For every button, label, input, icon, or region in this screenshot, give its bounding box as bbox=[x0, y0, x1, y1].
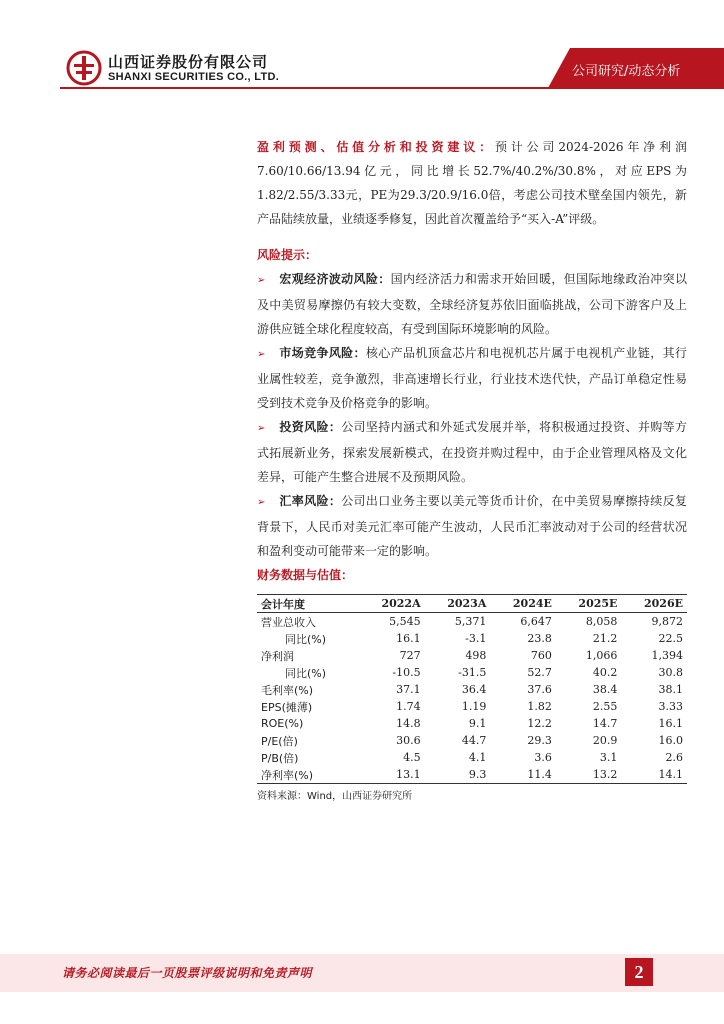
table-cell: 3.6 bbox=[534, 751, 552, 764]
table-cell: 12.2 bbox=[527, 717, 552, 730]
table-cell: 37.1 bbox=[396, 683, 421, 696]
table-cell: 16.1 bbox=[658, 717, 683, 730]
table-cell: 36.4 bbox=[461, 683, 487, 696]
table-cell: 2.55 bbox=[592, 700, 618, 713]
row-label: P/B(倍) bbox=[261, 751, 299, 765]
table-cell: 14.8 bbox=[396, 717, 421, 730]
table-cell: 1.82 bbox=[527, 700, 552, 713]
table-cell: 11.4 bbox=[490, 766, 556, 784]
table-cell: 40.2 bbox=[592, 666, 618, 679]
table-cell: -10.5 bbox=[392, 666, 421, 679]
arrow-bullet-icon: ➢ bbox=[257, 423, 266, 434]
table-cell: 13.1 bbox=[359, 766, 425, 784]
row-label: 净利率(%) bbox=[257, 766, 359, 784]
table-cell: 5,545 bbox=[389, 615, 421, 628]
table-cell: 21.2 bbox=[592, 632, 618, 645]
risk-text: 公司出口业务主要以美元等货币计价，在中美贸易摩擦持续反复背景下，人民币对美元汇率可能产生波动，人民币汇率波动对于公司的经营状况和盈利变动可能带来一定的影响。 bbox=[257, 494, 687, 558]
page-number: 2 bbox=[625, 958, 653, 986]
table-cell: 9.1 bbox=[468, 717, 487, 730]
financials-heading: 财务数据与估值： bbox=[257, 568, 354, 582]
disclaimer-text: 请务必阅读最后一页股票评级说明和免责声明 bbox=[62, 966, 313, 980]
table-row bbox=[257, 698, 687, 715]
row-label: 同比(%) bbox=[285, 632, 327, 646]
arrow-bullet-icon: ➢ bbox=[257, 275, 266, 286]
arrow-bullet-icon: ➢ bbox=[257, 497, 266, 508]
table-cell: 29.3 bbox=[527, 734, 552, 747]
table-cell: 1,066 bbox=[585, 649, 618, 662]
page-header bbox=[0, 0, 724, 100]
row-label: EPS(摊薄) bbox=[261, 700, 313, 714]
risk-item bbox=[257, 489, 687, 563]
table-cell: 38.4 bbox=[592, 683, 618, 696]
risk-item bbox=[257, 267, 687, 341]
report-type-label: 公司研究/动态分析 bbox=[572, 64, 681, 79]
risk-item bbox=[257, 341, 687, 415]
risk-text: 国内经济活力和需求开始回暖，但国际地缘政治冲突以及中美贸易摩擦仍有较大变数，全球经济复苏依旧面临挑战，公司下游客户及上游供应链全球化程度较高，有受到国际环境影响的风险。 bbox=[257, 272, 687, 336]
risk-title: 投资风险： bbox=[279, 420, 342, 434]
table-cell: 760 bbox=[530, 649, 552, 662]
data-source-note: 资料来源：Wind，山西证券研究所 bbox=[257, 791, 413, 802]
table-cell: 20.9 bbox=[592, 734, 618, 747]
company-name-cn: 山西证券股份有限公司 bbox=[108, 53, 269, 71]
table-row bbox=[257, 630, 687, 647]
table-cell: 22.5 bbox=[658, 632, 683, 645]
row-label: 营业总收入 bbox=[261, 615, 316, 629]
risk-item bbox=[257, 415, 687, 489]
table-row bbox=[257, 766, 687, 784]
table-cell: 3.33 bbox=[658, 700, 683, 713]
table-cell: 14.7 bbox=[592, 717, 618, 730]
risk-heading: 风险提示： bbox=[257, 248, 318, 262]
table-cell: 727 bbox=[399, 649, 421, 662]
table-cell: 498 bbox=[465, 649, 487, 662]
table-row bbox=[257, 664, 687, 681]
table-cell: 1,394 bbox=[651, 649, 683, 662]
row-label: 毛利率(%) bbox=[261, 683, 314, 697]
risk-text: 核心产品机顶盒芯片和电视机芯片属于电视机产业链，其行业属性较差，竞争激烈，非高速增长行业，行业技术迭代快，产品订单稳定性易受到技术竞争及价格竞争的影响。 bbox=[257, 346, 687, 410]
risk-title: 汇率风险： bbox=[279, 494, 342, 508]
table-cell: -3.1 bbox=[465, 632, 487, 645]
table-cell: 30.6 bbox=[396, 734, 421, 747]
forecast-paragraph bbox=[257, 135, 687, 231]
table-cell: 38.1 bbox=[658, 683, 683, 696]
forecast-body: 预计公司2024-2026年净利润7.60/10.66/13.94亿元，同比增长52.7%/40.2%/30.8%，对应EPS为1.82/2.55/3.33元，PE为29.3/20.9/16.0倍，考虑公司技术壁垒国内领先，新产品陆续放量，业绩逐季修复，因此首次覆盖给予“买入-A”评级。 bbox=[257, 140, 687, 226]
row-label: 净利润 bbox=[261, 649, 294, 663]
column-header: 2025E bbox=[556, 595, 622, 613]
column-header: 2024E bbox=[490, 595, 556, 613]
company-logo-icon bbox=[66, 50, 102, 86]
table-cell: 2.6 bbox=[665, 751, 683, 764]
table-cell: 4.1 bbox=[468, 751, 487, 764]
main-content bbox=[257, 135, 687, 587]
table-cell: 1.19 bbox=[461, 700, 487, 713]
table-row bbox=[257, 715, 687, 732]
risk-text: 公司坚持内涵式和外延式发展并举，将积极通过投资、并购等方式拓展新业务，探索发展新模式，在投资并购过程中，由于企业管理风格及文化差异，可能产生整合进展不及预期风险。 bbox=[257, 420, 687, 484]
table-cell: -31.5 bbox=[458, 666, 487, 679]
financials-table bbox=[257, 594, 687, 784]
row-label: ROE(%) bbox=[261, 717, 304, 730]
table-row bbox=[257, 732, 687, 749]
table-cell: 16.0 bbox=[658, 734, 683, 747]
table-cell: 5,371 bbox=[454, 615, 487, 628]
table-cell: 9,872 bbox=[651, 615, 683, 628]
row-label: P/E(倍) bbox=[261, 734, 298, 748]
table-row bbox=[257, 613, 687, 631]
table-cell: 30.8 bbox=[658, 666, 683, 679]
company-name-en: SHANXI SECURITIES CO., LTD. bbox=[108, 71, 280, 83]
table-cell: 8,058 bbox=[585, 615, 618, 628]
column-header: 2023A bbox=[425, 595, 491, 613]
table-cell: 37.6 bbox=[527, 683, 552, 696]
forecast-heading: 盈利预测、估值分析和投资建议： bbox=[257, 140, 495, 154]
table-header-row bbox=[257, 595, 687, 613]
table-row bbox=[257, 681, 687, 698]
table-cell: 1.74 bbox=[396, 700, 421, 713]
column-header: 会计年度 bbox=[257, 595, 359, 613]
table-row bbox=[257, 647, 687, 664]
arrow-bullet-icon: ➢ bbox=[257, 349, 266, 360]
table-cell: 23.8 bbox=[527, 632, 552, 645]
row-label: 同比(%) bbox=[285, 666, 327, 680]
risk-title: 市场竞争风险： bbox=[279, 346, 366, 360]
table-row bbox=[257, 749, 687, 766]
table-body bbox=[257, 613, 687, 784]
table-cell: 4.5 bbox=[403, 751, 421, 764]
table-cell: 9.3 bbox=[425, 766, 491, 784]
table-cell: 44.7 bbox=[461, 734, 487, 747]
column-header: 2022A bbox=[359, 595, 425, 613]
table-cell: 13.2 bbox=[556, 766, 622, 784]
column-header: 2026E bbox=[621, 595, 687, 613]
table-cell: 52.7 bbox=[527, 666, 552, 679]
table-cell: 6,647 bbox=[520, 615, 552, 628]
risk-title: 宏观经济波动风险： bbox=[279, 272, 391, 286]
table-cell: 14.1 bbox=[621, 766, 687, 784]
table-cell: 3.1 bbox=[599, 751, 618, 764]
table-cell: 16.1 bbox=[396, 632, 421, 645]
